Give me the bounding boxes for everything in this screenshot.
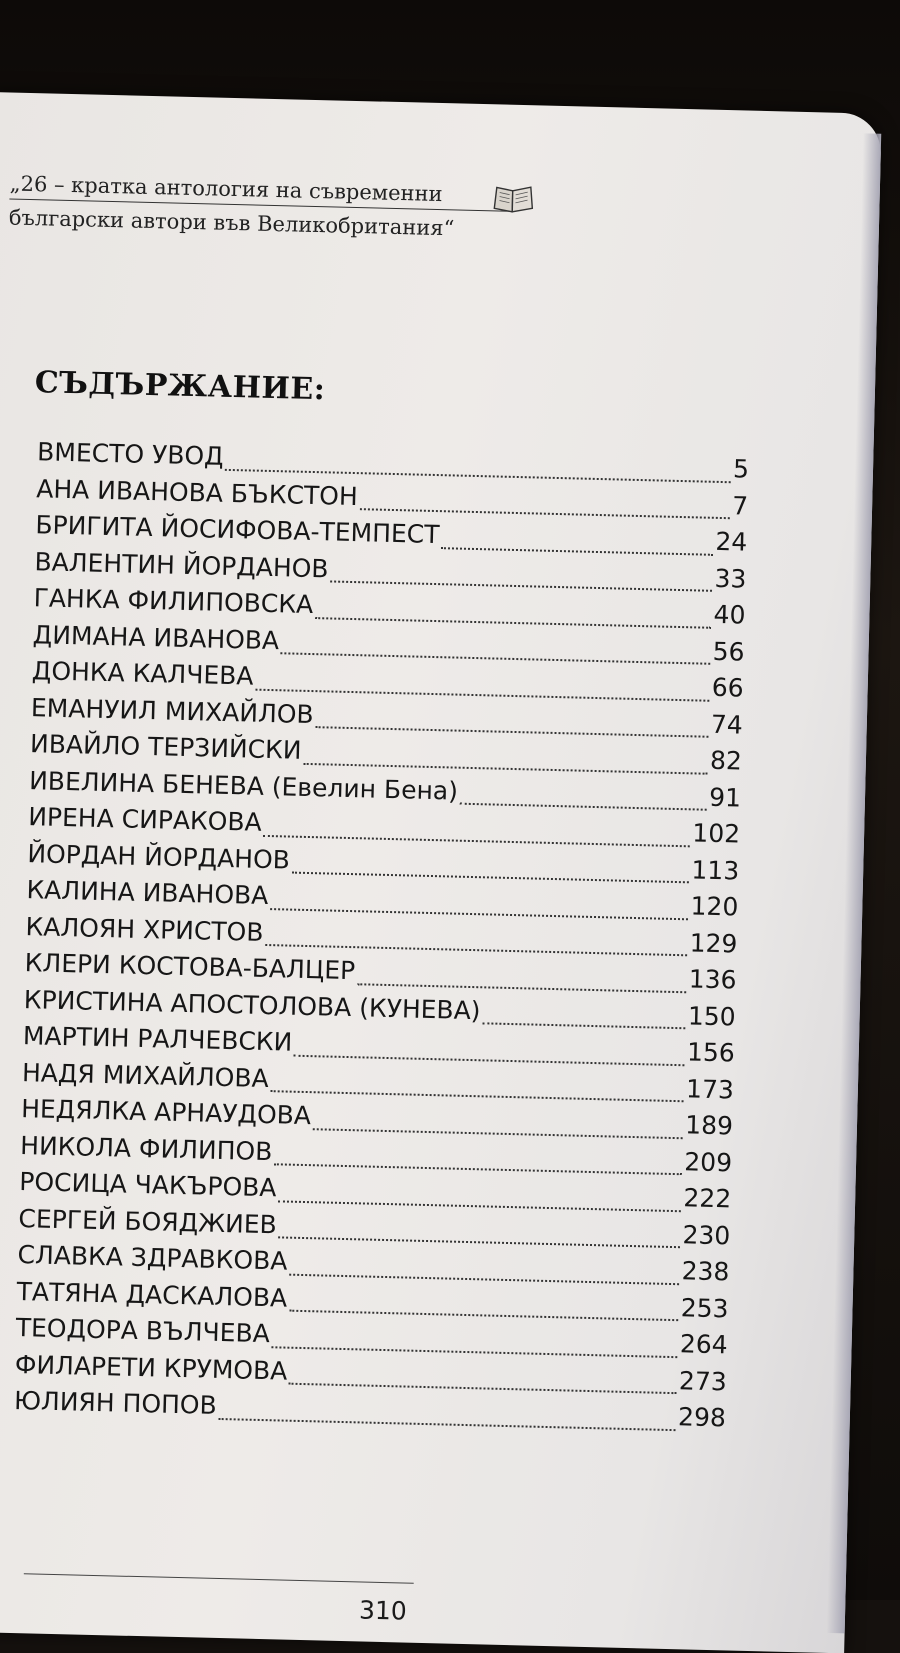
toc-entry-name: МАРТИН РАЛЧЕВСКИ bbox=[22, 1021, 293, 1057]
toc-entry-name: ДОНКА КАЛЧЕВА bbox=[31, 656, 254, 691]
toc-entry-page: 189 bbox=[684, 1110, 734, 1141]
toc-entry-name: ИВЕЛИНА БЕНЕВА (Евелин Бена) bbox=[28, 765, 459, 806]
toc-leader-dots bbox=[218, 1417, 675, 1430]
toc-leader-dots bbox=[313, 1128, 683, 1139]
toc-leader-dots bbox=[289, 1383, 677, 1394]
toc-leader-dots bbox=[289, 1273, 679, 1285]
toc-entry-page: 253 bbox=[680, 1292, 729, 1323]
toc-entry-name: ТАТЯНА ДАСКАЛОВА bbox=[16, 1276, 288, 1313]
toc-entry-name: ЙОРДАН ЙОРДАНОВ bbox=[27, 838, 291, 875]
toc-entry-page: 209 bbox=[684, 1146, 733, 1177]
toc-leader-dots bbox=[315, 726, 708, 738]
toc-entry-page: 273 bbox=[678, 1365, 728, 1396]
toc-leader-dots bbox=[294, 1054, 685, 1066]
toc-entry-name: АНА ИВАНОВА БЪКСТОН bbox=[35, 473, 359, 511]
book-page bbox=[0, 92, 882, 1653]
toc-entry-name: ТЕОДОРА ВЪЛЧЕВА bbox=[15, 1313, 271, 1349]
toc-entry-page: 222 bbox=[683, 1183, 732, 1214]
running-head-line1: „26 – кратка антология на съвременни bbox=[9, 171, 443, 207]
open-book-icon bbox=[492, 184, 535, 215]
toc-entry-name: КЛЕРИ КОСТОВА-БАЛЦЕР bbox=[24, 948, 356, 986]
toc-entry-name: ЕМАНУИЛ МИХАЙЛОВ bbox=[30, 692, 315, 729]
toc-entry-page: 120 bbox=[690, 891, 739, 922]
toc-entry-name: КАЛИНА ИВАНОВА bbox=[26, 875, 269, 911]
toc-entry-page: 66 bbox=[711, 672, 745, 703]
toc-entry-name: КРИСТИНА АПОСТОЛОВА (КУНЕВА) bbox=[23, 984, 481, 1025]
toc-leader-dots bbox=[441, 547, 713, 556]
toc-entry-page: 24 bbox=[715, 526, 748, 557]
toc-leader-dots bbox=[270, 908, 688, 920]
toc-leader-dots bbox=[278, 1200, 681, 1212]
toc-entry-name: ГАНКА ФИЛИПОВСКА bbox=[33, 583, 314, 620]
toc-leader-dots bbox=[315, 617, 712, 629]
toc-entry-name: ЮЛИЯН ПОПОВ bbox=[13, 1385, 218, 1420]
toc-leader-dots bbox=[274, 1163, 682, 1175]
toc-entry-page: 238 bbox=[681, 1256, 730, 1287]
toc-list bbox=[14, 437, 750, 1440]
toc-entry-page: 150 bbox=[687, 1000, 736, 1031]
toc-entry-name: ИВАЙЛО ТЕРЗИЙСКИ bbox=[29, 729, 302, 765]
toc-entry-page: 156 bbox=[686, 1037, 736, 1068]
toc-entry-page: 298 bbox=[677, 1402, 727, 1433]
toc-leader-dots bbox=[357, 983, 687, 993]
toc-entry-page: 33 bbox=[714, 563, 747, 594]
toc-entry-name: ВАЛЕНТИН ЙОРДАНОВ bbox=[34, 546, 329, 583]
page-number: 310 bbox=[358, 1595, 408, 1626]
toc-entry-page: 7 bbox=[731, 490, 749, 521]
toc-leader-dots bbox=[292, 872, 690, 884]
toc-entry-page: 102 bbox=[692, 818, 741, 849]
toc-leader-dots bbox=[359, 508, 730, 519]
toc-leader-dots bbox=[303, 762, 708, 774]
toc-entry-page: 5 bbox=[732, 454, 750, 484]
footer-rule bbox=[24, 1573, 414, 1584]
toc-leader-dots bbox=[278, 1236, 680, 1248]
toc-entry-page: 264 bbox=[679, 1329, 728, 1360]
toc-entry-page: 56 bbox=[712, 636, 745, 667]
toc-title: СЪДЪРЖАНИЕ: bbox=[34, 365, 326, 408]
toc-leader-dots bbox=[265, 944, 687, 956]
toc-entry-name: БРИГИТА ЙОСИФОВА-ТЕМПЕСТ bbox=[35, 510, 440, 550]
toc-entry-name: КАЛОЯН ХРИСТОВ bbox=[25, 911, 264, 947]
toc-entry-name: ИРЕНА СИРАКОВА bbox=[27, 802, 263, 837]
running-head-line2: български автори във Великобритания“ bbox=[8, 205, 455, 241]
toc-entry-name: НАДЯ МИХАЙЛОВА bbox=[21, 1057, 270, 1093]
toc-entry-name: СЕРГЕЙ БОЯДЖИЕВ bbox=[18, 1203, 278, 1239]
toc-entry-name: РОСИЦА ЧАКЪРОВА bbox=[19, 1167, 277, 1203]
toc-leader-dots bbox=[289, 1310, 679, 1322]
toc-entry-page: 40 bbox=[713, 599, 746, 630]
toc-entry-name: ВМЕСТО УВОД bbox=[36, 437, 224, 471]
toc-entry-name: ФИЛАРЕТИ КРУМОВА bbox=[14, 1349, 288, 1386]
toc-leader-dots bbox=[482, 1022, 685, 1029]
toc-entry-page: 82 bbox=[709, 745, 743, 776]
toc-entry-page: 173 bbox=[685, 1073, 735, 1104]
toc-leader-dots bbox=[271, 1346, 677, 1358]
toc-entry-name: НИКОЛА ФИЛИПОВ bbox=[19, 1130, 273, 1166]
toc-entry-name: НЕДЯЛКА АРНАУДОВА bbox=[20, 1094, 312, 1131]
toc-leader-dots bbox=[460, 803, 707, 811]
toc-entry-page: 136 bbox=[688, 964, 737, 995]
running-head bbox=[9, 169, 570, 247]
toc-entry-name: СЛАВКА ЗДРАВКОВА bbox=[17, 1240, 288, 1276]
toc-entry-name: ДИМАНА ИВАНОВА bbox=[32, 619, 280, 655]
toc-entry-page: 230 bbox=[682, 1219, 731, 1250]
toc-leader-dots bbox=[330, 580, 712, 591]
toc-leader-dots bbox=[263, 834, 690, 846]
toc-entry-page: 129 bbox=[689, 927, 738, 959]
toc-entry-page: 91 bbox=[708, 782, 742, 813]
toc-entry-page: 113 bbox=[691, 854, 740, 886]
toc-leader-dots bbox=[270, 1090, 684, 1102]
toc-entry-page: 74 bbox=[710, 709, 744, 740]
